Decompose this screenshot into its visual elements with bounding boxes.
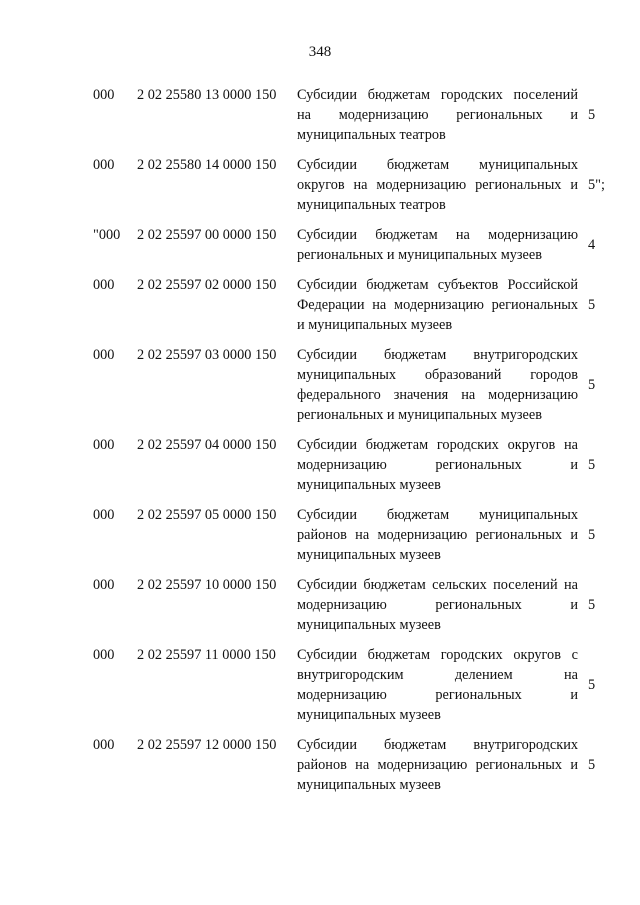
- table-row: [0, 345, 640, 425]
- row-description-line: Субсидии бюджетам субъектов Российской: [297, 277, 578, 293]
- row-description: [297, 735, 578, 795]
- row-description: [297, 85, 578, 145]
- row-description: [297, 275, 578, 335]
- row-description-line: муниципальных музеев: [297, 707, 441, 723]
- row-code: 000: [93, 577, 115, 593]
- row-description-line: муниципальных музеев: [297, 547, 441, 563]
- row-code: 000: [93, 87, 115, 103]
- row-description-line: муниципальных театров: [297, 197, 446, 213]
- row-value: 5: [588, 457, 596, 473]
- row-code: 000: [93, 157, 115, 173]
- row-description-line: и муниципальных музеев: [297, 317, 453, 333]
- row-value: 5: [588, 297, 596, 313]
- row-description: [297, 225, 578, 265]
- row-description-line: Субсидии бюджетам муниципальных: [297, 507, 578, 523]
- row-description-line: региональных и муниципальных музеев: [297, 247, 542, 263]
- row-description-line: районов на модернизацию региональных и: [297, 757, 578, 773]
- row-description-line: региональных и муниципальных музеев: [297, 407, 542, 423]
- row-description-line: муниципальных музеев: [297, 477, 441, 493]
- row-code: 000: [93, 737, 115, 753]
- row-budget-classification-code: 2 02 25597 05 0000 150: [137, 507, 277, 523]
- row-value: 5: [588, 677, 596, 693]
- row-value: 5: [588, 597, 596, 613]
- row-description-line: муниципальных театров: [297, 127, 446, 143]
- row-code: 000: [93, 347, 115, 363]
- row-budget-classification-code: 2 02 25597 11 0000 150: [137, 647, 276, 663]
- table-row: [0, 155, 640, 215]
- row-budget-classification-code: 2 02 25580 14 0000 150: [137, 157, 277, 173]
- row-value: 5: [588, 107, 596, 123]
- row-code: 000: [93, 437, 115, 453]
- row-description-line: модернизацию региональных и: [297, 457, 578, 473]
- table-row: [0, 645, 640, 725]
- table-row: [0, 435, 640, 495]
- row-description-line: Субсидии бюджетам внутригородских: [297, 347, 578, 363]
- row-code: 000: [93, 277, 115, 293]
- row-description: [297, 155, 578, 215]
- row-description-line: муниципальных образований городов: [297, 367, 578, 383]
- table-row: [0, 85, 640, 145]
- row-value: 5";: [588, 177, 605, 193]
- row-description: [297, 345, 578, 425]
- row-description-line: Субсидии бюджетам сельских поселений на: [297, 577, 578, 593]
- row-description-line: Субсидии бюджетам городских округов с: [297, 647, 578, 663]
- row-value: 5: [588, 757, 596, 773]
- row-budget-classification-code: 2 02 25597 03 0000 150: [137, 347, 277, 363]
- row-description-line: муниципальных музеев: [297, 777, 441, 793]
- row-description: [297, 435, 578, 495]
- row-code: "000: [93, 227, 121, 243]
- row-description-line: модернизацию региональных и: [297, 687, 578, 703]
- row-budget-classification-code: 2 02 25597 02 0000 150: [137, 277, 277, 293]
- row-description-line: внутригородским делением на: [297, 667, 578, 683]
- table-row: [0, 505, 640, 565]
- row-description-line: округов на модернизацию региональных и: [297, 177, 578, 193]
- row-description: [297, 505, 578, 565]
- row-budget-classification-code: 2 02 25597 04 0000 150: [137, 437, 277, 453]
- table-row: [0, 735, 640, 795]
- row-description: [297, 575, 578, 635]
- row-description-line: федерального значения на модернизацию: [297, 387, 578, 403]
- table-row: [0, 575, 640, 635]
- row-code: 000: [93, 507, 115, 523]
- table-row: [0, 275, 640, 335]
- row-value: 5: [588, 527, 596, 543]
- row-description: [297, 645, 578, 725]
- row-value: 4: [588, 237, 596, 253]
- row-description-line: Субсидии бюджетам внутригородских: [297, 737, 578, 753]
- row-value: 5: [588, 377, 596, 393]
- row-description-line: Субсидии бюджетам муниципальных: [297, 157, 578, 173]
- row-budget-classification-code: 2 02 25597 10 0000 150: [137, 577, 277, 593]
- row-description-line: Субсидии бюджетам городских поселений: [297, 87, 578, 103]
- row-description-line: Субсидии бюджетам городских округов на: [297, 437, 578, 453]
- page-number: 348: [308, 44, 332, 60]
- row-description-line: Субсидии бюджетам на модернизацию: [297, 227, 578, 243]
- row-budget-classification-code: 2 02 25580 13 0000 150: [137, 87, 277, 103]
- row-description-line: на модернизацию региональных и: [297, 107, 578, 123]
- row-description-line: муниципальных музеев: [297, 617, 441, 633]
- row-description-line: модернизацию региональных и: [297, 597, 578, 613]
- row-description-line: районов на модернизацию региональных и: [297, 527, 578, 543]
- row-code: 000: [93, 647, 115, 663]
- row-budget-classification-code: 2 02 25597 00 0000 150: [137, 227, 277, 243]
- row-budget-classification-code: 2 02 25597 12 0000 150: [137, 737, 277, 753]
- table-row: [0, 225, 640, 265]
- row-description-line: Федерации на модернизацию региональных: [297, 297, 578, 313]
